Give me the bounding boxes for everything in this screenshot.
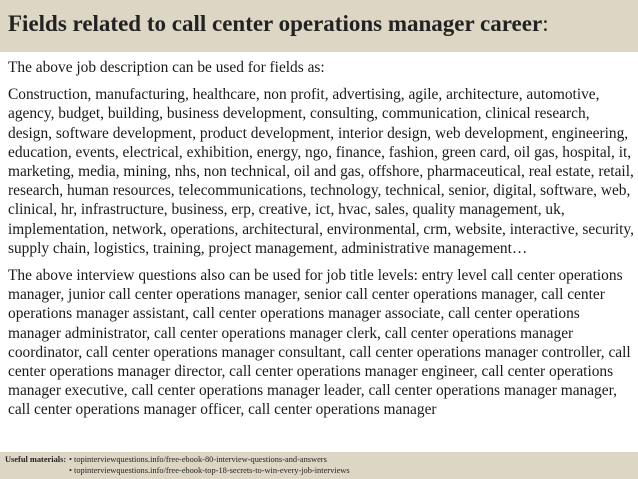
footer-bar (0, 452, 638, 479)
footer-link-2[interactable]: • topinterviewquestions.info/free-ebook-top-18-secrets-to-win-every-job-interviews (69, 466, 350, 475)
slide-title-text: Fields related to call center operations manager career (8, 11, 543, 36)
footer-link-1[interactable]: • topinterviewquestions.info/free-ebook-80-interview-questions-and-answers (69, 455, 327, 464)
intro-paragraph: The above job description can be used for fields as: (8, 59, 325, 76)
footer-row-2 (5, 465, 638, 476)
title-bar (0, 0, 638, 52)
fields-paragraph: Construction, manufacturing, healthcare, non profit, advertising, agile, architecture, automotive, agency, budget, building, business development, consulting, communication, clinical research, design, software development, product development, interior design, web development, engineering, education, events, electrical, exhibition, energy, ngo, finance, fashion, green card, oil gas, hospital, it, marketing, media, mining, nhs, non technical, oil and gas, offshore, pharmaceutical, real estate, retail, research, human resources, telecommunications, technology, technical, senior, digital, software, web, clinical, hr, infrastructure, business, erp, creative, ict, hvac, sales, quality management, uk, implementation, network, operations, architectural, environmental, crm, website, interactive, security, supply chain, logistics, training, project management, administrative management… (8, 86, 634, 257)
slide-content (8, 58, 634, 420)
footer-label: Useful materials: (5, 455, 67, 464)
slide-title (8, 9, 630, 39)
job-levels-paragraph: The above interview questions also can be used for job title levels: entry level call center operations manager, junior call center operations manager, senior call center operations manager, call center operations manager assistant, call center operations manager associate, call center operations manager administrator, call center operations manager clerk, call center operations manager coordinator, call center operations manager consultant, call center operations manager controller, call center operations manager director, call center operations manager engineer, call center operations manager executive, call center operations manager leader, call center operations manager manager, call center operations manager officer, call center operations manager (8, 267, 631, 419)
footer-row-1 (5, 454, 638, 465)
slide-title-colon: : (542, 11, 549, 36)
